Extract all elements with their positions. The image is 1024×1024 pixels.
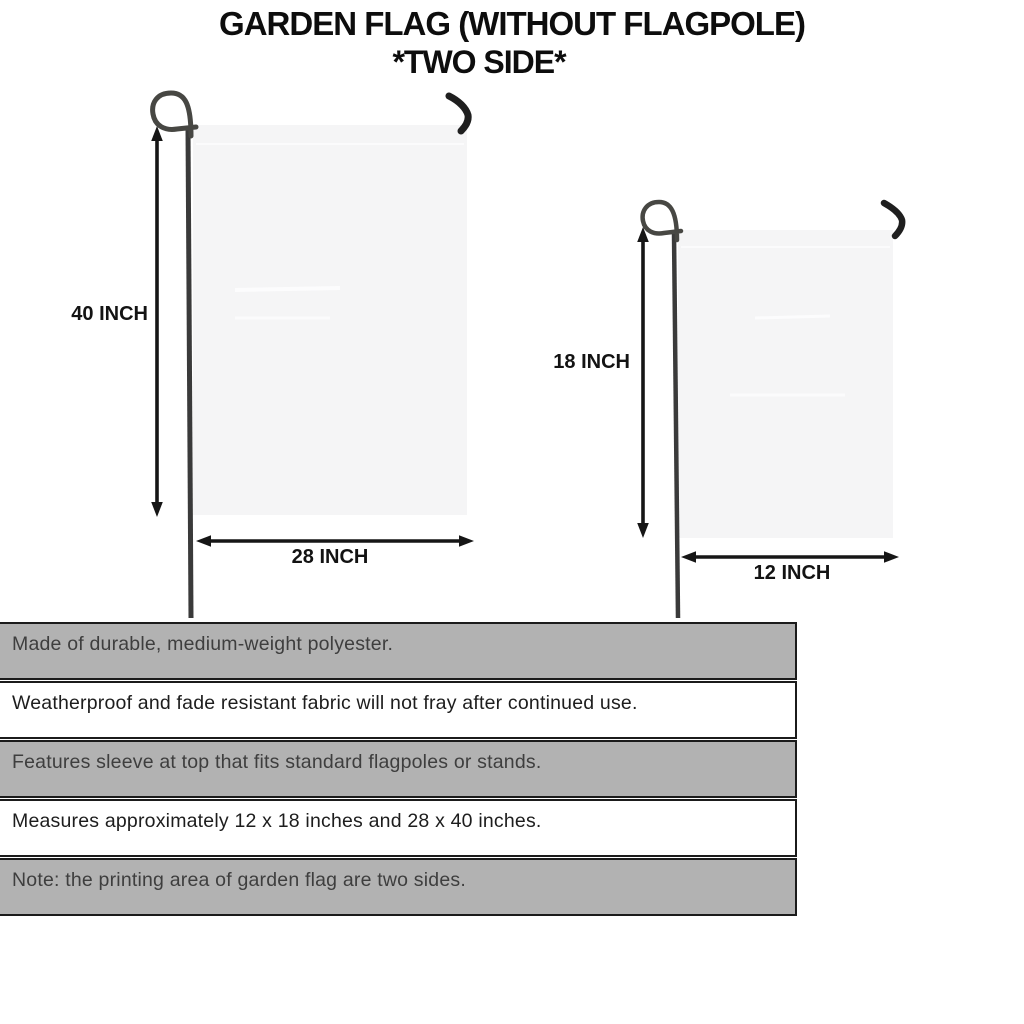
large-flag-width-label: 28 INCH [291, 546, 369, 568]
spec-row-note: Note: the printing area of garden flag are two sides. [0, 858, 797, 916]
small-flag-wrinkle [755, 316, 830, 318]
small-flag-group [637, 202, 902, 618]
spec-row-sleeve: Features sleeve at top that fits standard flagpoles or stands. [0, 740, 797, 798]
spec-row-measurements: Measures approximately 12 x 18 inches and 28 x 40 inches. [0, 799, 797, 857]
large-flag-pole-loop [153, 93, 196, 136]
spec-table [0, 622, 797, 917]
small-flag-pole-loop [643, 202, 681, 240]
small-flag-height-label: 18 INCH [553, 351, 630, 373]
large-flag-wrinkle [235, 288, 340, 290]
small-flag-fabric [678, 230, 893, 538]
spec-row-material: Made of durable, medium-weight polyester. [0, 622, 797, 680]
page-subtitle: *TWO SIDE* [392, 44, 566, 80]
large-flag-group [151, 93, 474, 618]
small-flag-height-arrow [637, 227, 649, 538]
large-flag-pole [188, 128, 191, 618]
large-flag-height-arrow [151, 126, 163, 517]
large-flag-height-label: 40 INCH [71, 303, 148, 325]
large-flag-fabric [193, 125, 467, 515]
page-title: GARDEN FLAG (WITHOUT FLAGPOLE) [219, 5, 805, 42]
small-flag-width-label: 12 INCH [753, 562, 831, 584]
small-flag-pole [674, 233, 678, 618]
spec-row-weatherproof: Weatherproof and fade resistant fabric will not fray after continued use. [0, 681, 797, 739]
